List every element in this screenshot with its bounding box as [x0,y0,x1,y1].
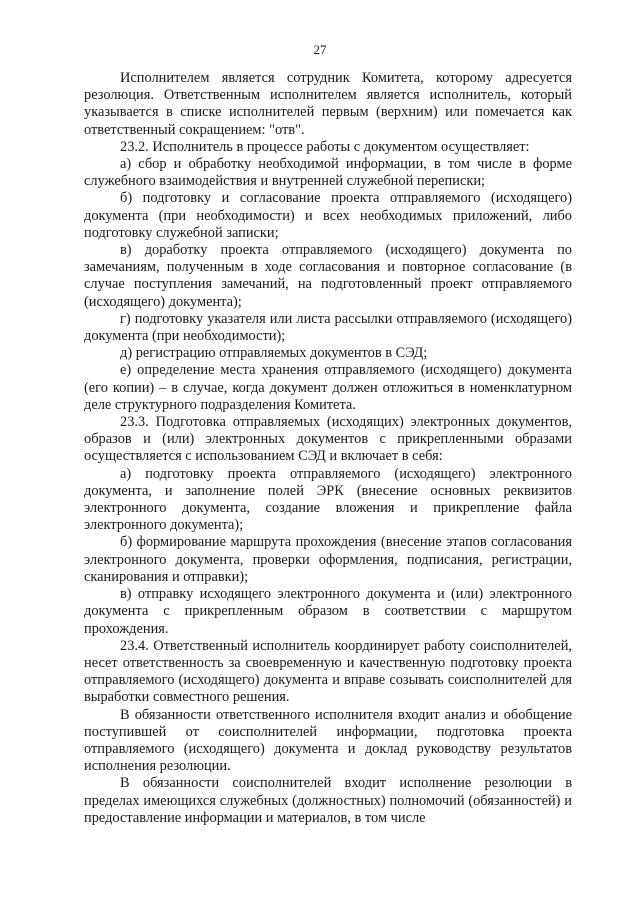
paragraph: д) регистрацию отправляемых документов в СЭД; [120,345,428,362]
paragraph: в) отправку исходящего электронного документа и (или) электронного документа с прикрепленным образом в соответствии с маршрутом прохождения. [84,586,572,637]
page-number: 27 [313,42,327,57]
paragraph: Исполнителем является сотрудник Комитета, которому адресуется резолюция. Ответственным исполнителем является исполнитель, который указывается в списке исполнителей первым (верхним) или помечается как ответственный сокращением: "отв". [84,70,572,138]
paragraph: б) формирование маршрута прохождения (внесение этапов согласования электронного документа, проверки оформления, подписания, регистрации, сканирования и отправки); [84,534,572,585]
document-body [84,70,572,827]
paragraph: а) подготовку проекта отправляемого (исходящего) электронного документа, и заполнение полей ЭРК (внесение основных реквизитов электронного документа, создание вложения и прикрепление файла электронного документа); [84,465,572,534]
paragraph: В обязанности ответственного исполнителя входит анализ и обобщение поступившей от соисполнителей информации, подготовка проекта отправляемого (исходящего) документа и доклад руководству результатов исполнения резолюции. [84,706,572,775]
paragraph: б) подготовку и согласование проекта отправляемого (исходящего) документа (при необходимости) и всех необходимых приложений, либо подготовку служебной записки; [84,190,572,241]
paragraph: 23.3. Подготовка отправляемых (исходящих) электронных документов, образов и (или) электронных документов с прикрепленными образами осуществляется с использованием СЭД и включает в себя: [84,414,572,465]
paragraph: г) подготовку указателя или листа рассылки отправляемого (исходящего) документа (при необходимости); [84,310,572,345]
paragraph: В обязанности соисполнителей входит исполнение резолюции в пределах имеющихся служебных (должностных) полномочий (обязанностей) и предоставление информации и материалов, в том числе [84,775,572,826]
paragraph: 23.2. Исполнитель в процессе работы с документом осуществляет: [120,138,530,155]
paragraph: 23.4. Ответственный исполнитель координирует работу соисполнителей, несет ответственность за своевременную и качественную подготовку проекта отправляемого (исходящего) документа и вправе созывать соисполнителей для выработки совместного решения. [84,637,572,706]
paragraph: е) определение места хранения отправляемого (исходящего) документа (его копии) – в случае, когда документ должен отложиться в номенклатурном деле структурного подразделения Комитета. [84,362,572,413]
paragraph: в) доработку проекта отправляемого (исходящего) документа по замечаниям, полученным в ходе согласования и повторное согласование (в случае поступления замечаний, на подготовленный проект отправляемого (исходящего) документа); [84,242,572,310]
paragraph: а) сбор и обработку необходимой информации, в том числе в форме служебного взаимодействия и внутренней служебной переписки; [84,156,572,190]
